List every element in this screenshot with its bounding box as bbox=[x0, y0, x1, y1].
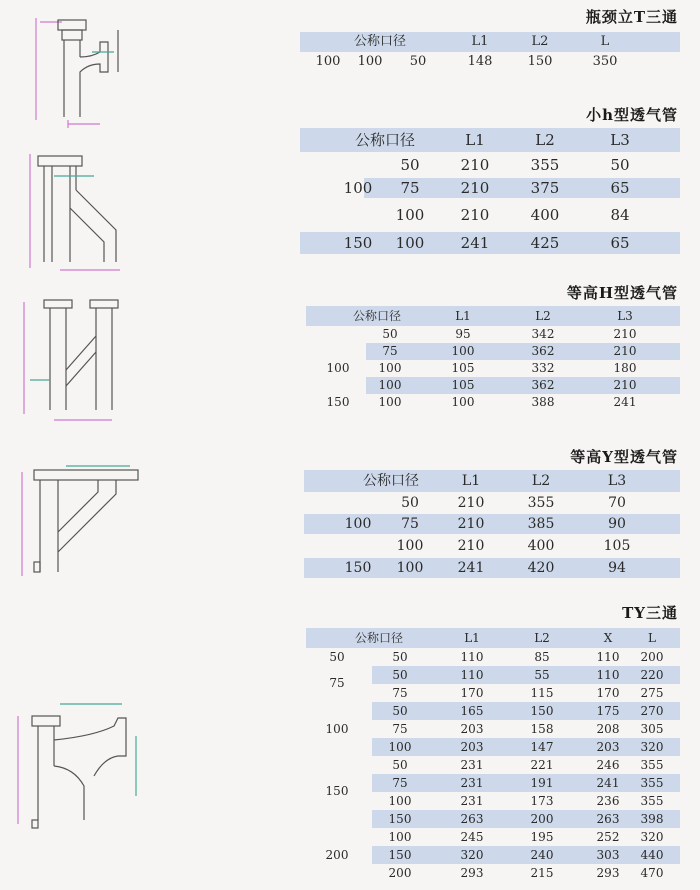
table-row bbox=[306, 784, 680, 810]
table-row bbox=[306, 326, 680, 343]
table-cell: 320 bbox=[640, 830, 664, 844]
table-cell: 350 bbox=[592, 54, 618, 69]
table-cell: 246 bbox=[596, 758, 620, 772]
table-cell: 400 bbox=[527, 538, 555, 554]
table-cell: 200 bbox=[530, 812, 554, 826]
header-cell: L bbox=[600, 34, 610, 49]
table-cell: 150 bbox=[343, 234, 373, 252]
table-header bbox=[300, 32, 680, 52]
table-row bbox=[300, 52, 680, 72]
section-title: TY三通 bbox=[622, 604, 678, 622]
table-cell bbox=[322, 810, 352, 828]
table-row bbox=[306, 864, 680, 882]
table-cell: 191 bbox=[530, 776, 554, 790]
table-cell: 195 bbox=[530, 830, 554, 844]
table-row bbox=[366, 377, 680, 394]
table-cell: 75 bbox=[382, 344, 398, 358]
table-row bbox=[306, 676, 680, 702]
header-nominal-diameter: 公称口径 bbox=[354, 131, 415, 149]
table-cell: 100 bbox=[378, 395, 402, 409]
table-cell: 50 bbox=[392, 668, 408, 682]
table-cell: 165 bbox=[460, 704, 484, 718]
header-cell: L3 bbox=[607, 473, 627, 489]
table-cell: 115 bbox=[530, 686, 554, 700]
table-cell: 252 bbox=[596, 830, 620, 844]
table-cell: 70 bbox=[608, 495, 626, 511]
small-h-vent-drawing bbox=[24, 150, 144, 280]
table-header bbox=[304, 470, 680, 492]
table-cell: 203 bbox=[460, 722, 484, 736]
table-cell: 90 bbox=[608, 516, 626, 532]
table-cell: 303 bbox=[596, 848, 620, 862]
table-cell: 210 bbox=[457, 495, 485, 511]
table-header bbox=[306, 306, 680, 326]
table-cell: 388 bbox=[531, 395, 555, 409]
table-cell: 105 bbox=[451, 361, 475, 375]
table-cell: 85 bbox=[534, 650, 550, 664]
table-cell: 173 bbox=[530, 794, 554, 808]
table-cell: 420 bbox=[527, 560, 555, 576]
header-cell: L3 bbox=[617, 309, 633, 323]
table-cell: 100 bbox=[451, 395, 475, 409]
table-cell bbox=[322, 738, 352, 756]
table-cell: 150 bbox=[325, 784, 349, 798]
table-header bbox=[300, 128, 680, 152]
table-cell: 240 bbox=[530, 848, 554, 862]
table-cell: 100 bbox=[378, 378, 402, 392]
header-cell: L3 bbox=[610, 131, 630, 149]
table-row bbox=[372, 738, 680, 756]
table-cell: 110 bbox=[460, 650, 484, 664]
table-cell: 375 bbox=[530, 179, 560, 197]
table-cell: 50 bbox=[610, 156, 630, 174]
header-cell: X bbox=[603, 631, 613, 645]
table-cell: 50 bbox=[409, 54, 427, 69]
header-cell: L1 bbox=[465, 131, 485, 149]
table-cell: 100 bbox=[451, 344, 475, 358]
table-cell: 100 bbox=[395, 234, 425, 252]
table-cell: 50 bbox=[382, 327, 398, 341]
table-row bbox=[304, 534, 680, 558]
table-cell: 362 bbox=[531, 378, 555, 392]
table-cell: 175 bbox=[596, 704, 620, 718]
table-cell: 293 bbox=[460, 866, 484, 880]
table-cell: 263 bbox=[460, 812, 484, 826]
table-cell: 263 bbox=[596, 812, 620, 826]
table-cell: 100 bbox=[395, 206, 425, 224]
table-cell: 215 bbox=[530, 866, 554, 880]
table-cell: 110 bbox=[596, 668, 620, 682]
table-cell: 150 bbox=[344, 560, 372, 576]
header-cell: L2 bbox=[534, 631, 550, 645]
table-cell: 355 bbox=[530, 156, 560, 174]
section-title: 等高H型透气管 bbox=[566, 284, 678, 302]
table-cell: 100 bbox=[388, 794, 412, 808]
header-cell: L2 bbox=[535, 131, 555, 149]
table-cell: 241 bbox=[613, 395, 637, 409]
table-cell: 75 bbox=[392, 776, 408, 790]
table-row bbox=[304, 492, 680, 514]
table-cell: 180 bbox=[613, 361, 637, 375]
table-cell: 158 bbox=[530, 722, 554, 736]
table-row bbox=[300, 232, 680, 254]
equal-h-vent-drawing bbox=[16, 294, 146, 434]
header-nominal-diameter: 公称口径 bbox=[353, 34, 406, 49]
section-title: 等高Y型透气管 bbox=[570, 448, 678, 466]
table-cell: 75 bbox=[329, 676, 345, 690]
table-row bbox=[306, 648, 680, 666]
table-cell: 236 bbox=[596, 794, 620, 808]
table-cell: 320 bbox=[640, 740, 664, 754]
table-cell: 148 bbox=[467, 54, 493, 69]
table-cell: 150 bbox=[388, 812, 412, 826]
table-cell: 84 bbox=[610, 206, 630, 224]
table-cell: 100 bbox=[315, 54, 341, 69]
table-cell: 231 bbox=[460, 776, 484, 790]
header-cell: L1 bbox=[471, 34, 489, 49]
table-cell: 50 bbox=[401, 495, 419, 511]
table-cell: 241 bbox=[596, 776, 620, 790]
equal-y-vent-drawing bbox=[18, 462, 148, 592]
header-cell: L1 bbox=[464, 631, 480, 645]
table-cell bbox=[320, 343, 356, 360]
table-cell: 200 bbox=[325, 848, 349, 862]
header-nominal-diameter: 公称口径 bbox=[352, 309, 401, 323]
table-row bbox=[304, 558, 680, 578]
header-cell: L2 bbox=[531, 473, 551, 489]
table-cell: 400 bbox=[530, 206, 560, 224]
table-cell: 95 bbox=[455, 327, 471, 341]
table-cell: 50 bbox=[392, 650, 408, 664]
header-cell: L bbox=[648, 631, 656, 645]
table-cell: 100 bbox=[396, 560, 424, 576]
header-cell: L1 bbox=[455, 309, 471, 323]
table-cell: 385 bbox=[527, 516, 555, 532]
table-cell: 65 bbox=[610, 179, 630, 197]
table-cell: 270 bbox=[640, 704, 664, 718]
table-cell: 94 bbox=[608, 560, 626, 576]
table-row bbox=[306, 360, 680, 377]
table-header bbox=[306, 628, 680, 648]
table-cell: 210 bbox=[613, 378, 637, 392]
table-row bbox=[306, 720, 680, 738]
table-row bbox=[304, 514, 680, 534]
table-row bbox=[306, 756, 680, 774]
table-cell: 50 bbox=[392, 758, 408, 772]
table-cell: 210 bbox=[460, 156, 490, 174]
table-cell: 170 bbox=[596, 686, 620, 700]
ty-tee-drawing bbox=[14, 696, 154, 836]
table-cell: 231 bbox=[460, 794, 484, 808]
table-cell: 355 bbox=[527, 495, 555, 511]
table-row bbox=[306, 828, 680, 846]
table-cell: 75 bbox=[400, 179, 420, 197]
table-row bbox=[372, 774, 680, 792]
header-nominal-diameter: 公称口径 bbox=[363, 473, 419, 489]
table-cell: 210 bbox=[613, 327, 637, 341]
table-cell: 305 bbox=[640, 722, 664, 736]
table-cell: 100 bbox=[388, 830, 412, 844]
table-cell: 110 bbox=[596, 650, 620, 664]
table-row bbox=[300, 198, 680, 232]
table-cell: 100 bbox=[343, 179, 373, 197]
table-cell: 241 bbox=[460, 234, 490, 252]
table-cell: 470 bbox=[640, 866, 664, 880]
bottleneck-tee-drawing bbox=[22, 12, 132, 132]
table-cell: 241 bbox=[457, 560, 485, 576]
table-cell: 105 bbox=[451, 378, 475, 392]
table-cell: 100 bbox=[388, 740, 412, 754]
table-row bbox=[364, 178, 680, 198]
table-cell: 200 bbox=[388, 866, 412, 880]
table-cell: 100 bbox=[325, 722, 349, 736]
table-cell: 210 bbox=[460, 179, 490, 197]
table-cell: 425 bbox=[530, 234, 560, 252]
header-nominal-diameter: 公称口径 bbox=[354, 631, 403, 645]
table-cell: 75 bbox=[392, 722, 408, 736]
table-row bbox=[372, 666, 680, 684]
table-cell: 210 bbox=[457, 538, 485, 554]
table-cell: 355 bbox=[640, 794, 664, 808]
table-cell: 220 bbox=[640, 668, 664, 682]
table-cell: 210 bbox=[460, 206, 490, 224]
table-cell: 150 bbox=[326, 395, 350, 409]
table-cell: 398 bbox=[640, 812, 664, 826]
table-cell: 50 bbox=[400, 156, 420, 174]
table-cell: 342 bbox=[531, 327, 555, 341]
table-cell: 355 bbox=[640, 758, 664, 772]
table-cell: 55 bbox=[534, 668, 550, 682]
table-row bbox=[300, 152, 680, 178]
table-cell: 100 bbox=[396, 538, 424, 554]
table-cell bbox=[322, 702, 352, 720]
table-cell: 100 bbox=[378, 361, 402, 375]
table-cell: 362 bbox=[531, 344, 555, 358]
table-row bbox=[372, 702, 680, 720]
table-cell: 110 bbox=[460, 668, 484, 682]
table-cell: 150 bbox=[388, 848, 412, 862]
table-row bbox=[372, 846, 680, 864]
table-cell: 221 bbox=[530, 758, 554, 772]
table-cell: 50 bbox=[392, 704, 408, 718]
table-cell: 203 bbox=[460, 740, 484, 754]
table-cell: 65 bbox=[610, 234, 630, 252]
table-cell: 320 bbox=[460, 848, 484, 862]
table-row bbox=[306, 394, 680, 411]
table-row bbox=[366, 343, 680, 360]
table-cell: 150 bbox=[530, 704, 554, 718]
table-cell: 100 bbox=[326, 361, 350, 375]
table-cell: 75 bbox=[392, 686, 408, 700]
table-cell: 210 bbox=[457, 516, 485, 532]
header-cell: L1 bbox=[461, 473, 481, 489]
header-cell: L2 bbox=[531, 34, 549, 49]
table-cell: 147 bbox=[530, 740, 554, 754]
table-cell bbox=[320, 377, 356, 394]
table-cell: 50 bbox=[329, 650, 345, 664]
table-cell: 293 bbox=[596, 866, 620, 880]
header-cell: L2 bbox=[535, 309, 551, 323]
table-cell: 355 bbox=[640, 776, 664, 790]
table-cell: 231 bbox=[460, 758, 484, 772]
table-cell: 275 bbox=[640, 686, 664, 700]
table-cell: 105 bbox=[603, 538, 631, 554]
table-cell: 100 bbox=[344, 516, 372, 532]
table-cell: 200 bbox=[640, 650, 664, 664]
table-cell: 203 bbox=[596, 740, 620, 754]
table-cell: 170 bbox=[460, 686, 484, 700]
section-title: 小h型透气管 bbox=[586, 106, 678, 124]
table-cell: 332 bbox=[531, 361, 555, 375]
table-cell: 100 bbox=[357, 54, 383, 69]
table-cell: 210 bbox=[613, 344, 637, 358]
table-cell: 75 bbox=[401, 516, 419, 532]
table-cell: 440 bbox=[640, 848, 664, 862]
table-row bbox=[372, 810, 680, 828]
table-cell: 245 bbox=[460, 830, 484, 844]
table-cell: 208 bbox=[596, 722, 620, 736]
table-cell: 150 bbox=[527, 54, 553, 69]
section-title: 瓶颈立T三通 bbox=[585, 8, 678, 26]
